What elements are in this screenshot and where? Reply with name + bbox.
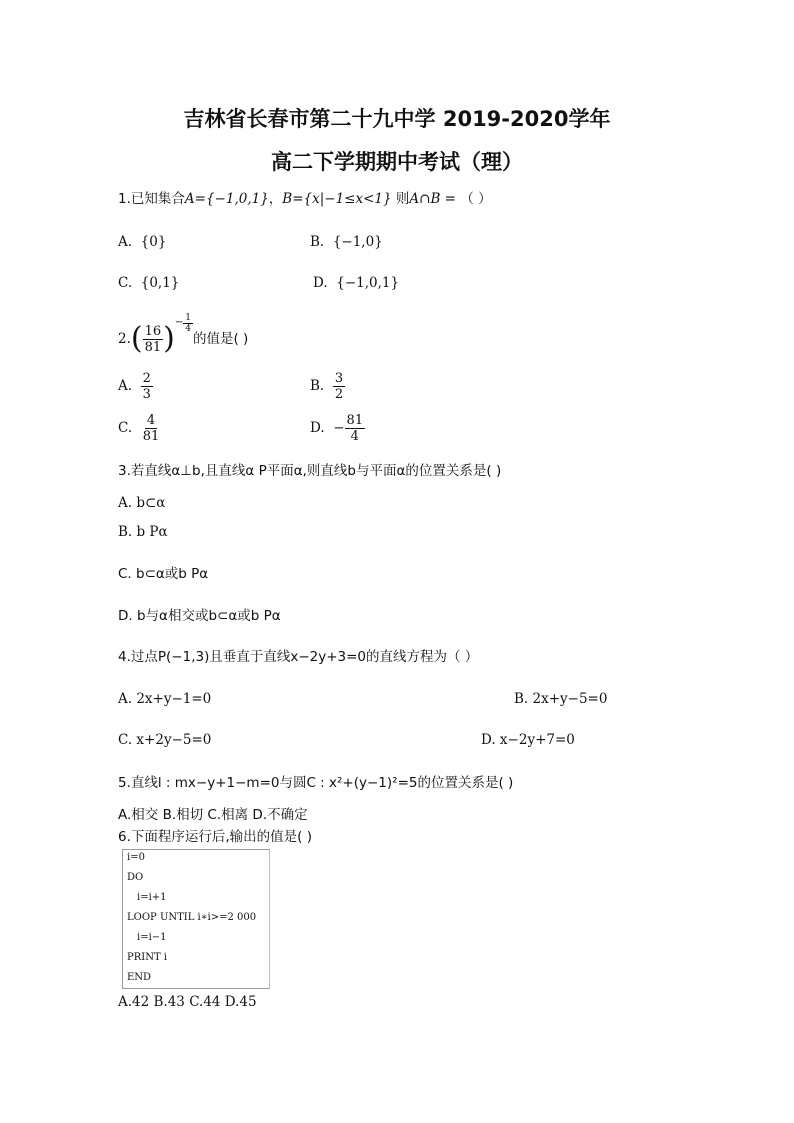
q2-exp-den: 4	[185, 323, 191, 334]
q4-option-a: A. 2x+y−1=0	[118, 691, 212, 707]
q2-num: 2.	[118, 331, 131, 347]
q1-option-b-label: B.	[310, 234, 325, 250]
q3-option-b: B. b Pα	[118, 524, 168, 540]
page-title: 吉林省长春市第二十九中学 2019-2020学年	[183, 107, 611, 131]
code-line: PRINT i	[127, 952, 168, 963]
q2-base-num: 16	[144, 323, 162, 339]
q2-exp-num: 1	[185, 312, 191, 323]
q1-option-c	[118, 274, 179, 292]
q1-option-a-value: {0}	[140, 234, 167, 250]
q2-exp-sign: −	[174, 317, 184, 328]
question-5-stem: 5.直线l : mx−y+1−m=0与圆C : x²+(y−1)²=5的位置关系是( )	[118, 775, 514, 791]
q2-option-d-label: D.	[310, 420, 325, 436]
question-2-stem	[118, 314, 248, 364]
q5-options: A.相交 B.相切 C.相离 D.不确定	[118, 807, 308, 823]
q3-option-d: D. b与α相交或b⊂α或b Pα	[118, 608, 281, 624]
page-subtitle: 高二下学期期中考试（理）	[271, 150, 523, 174]
q2-base-den: 81	[144, 339, 162, 355]
code-line: END	[127, 972, 152, 983]
q3-option-a: A. b⊂α	[118, 495, 166, 511]
q6-options: A.42 B.43 C.44 D.45	[118, 994, 257, 1010]
q4-option-d: D. x−2y+7=0	[481, 732, 575, 748]
code-line: i=i−1	[137, 932, 167, 943]
program-code-box	[122, 849, 270, 989]
q1-expr: A∩B =	[409, 191, 456, 207]
code-line: i=i+1	[137, 892, 167, 903]
q1-option-d	[313, 274, 399, 292]
q1-set-a: A={−1,0,1}	[184, 191, 269, 207]
q1-option-d-value: {−1,0,1}	[336, 275, 400, 291]
q1-mid: 则	[395, 191, 410, 207]
question-1-stem	[118, 190, 492, 208]
q1-prefix: 1.已知集合	[118, 191, 185, 207]
q2-option-c-num: 4	[146, 412, 156, 428]
q1-sep: ，	[268, 191, 283, 207]
q2-exponent	[175, 313, 193, 334]
q1-tail: （ ）	[460, 191, 492, 207]
question-4-stem: 4.过点P(−1,3)且垂直于直线x−2y+3=0的直线方程为（ ）	[118, 649, 479, 665]
q4-option-c: C. x+2y−5=0	[118, 732, 212, 748]
q4-option-b: B. 2x+y−5=0	[514, 691, 608, 707]
q2-option-d-den: 4	[350, 428, 359, 444]
q1-option-c-value: {0,1}	[140, 275, 180, 291]
question-3-stem: 3.若直线α⊥b,且直线α P平面α,则直线b与平面α的位置关系是( )	[118, 463, 502, 479]
q2-option-c	[118, 410, 161, 446]
q2-option-a	[118, 368, 153, 404]
q1-option-a	[118, 233, 166, 251]
q3-option-c: C. b⊂α或b Pα	[118, 566, 209, 582]
q2-option-b-den: 2	[334, 386, 344, 402]
q1-option-d-label: D.	[313, 275, 328, 291]
q2-option-a-label: A.	[118, 378, 133, 394]
q2-option-d-num: 81	[346, 412, 364, 428]
q2-option-a-num: 2	[142, 370, 151, 386]
q2-option-d-sign: −	[333, 420, 345, 436]
q2-option-c-den: 81	[142, 428, 160, 444]
q2-option-b	[310, 368, 345, 404]
q2-option-b-num: 3	[334, 370, 344, 386]
q2-tail: 的值是( )	[193, 331, 249, 347]
q1-option-c-label: C.	[118, 275, 133, 291]
code-line: LOOP UNTIL i∗i>=2 000	[127, 912, 257, 923]
q1-option-b	[310, 233, 383, 251]
q2-base: ( $\frac{16}{81}$ )	[130, 321, 175, 356]
q1-option-a-label: A.	[118, 234, 133, 250]
question-6-stem: 6.下面程序运行后,输出的值是( )	[118, 829, 312, 845]
q2-option-d	[310, 410, 365, 446]
code-line: DO	[127, 872, 144, 883]
q2-option-c-label: C.	[118, 420, 133, 436]
q1-set-b: B={x|−1≤x<1}	[282, 191, 392, 207]
code-line: i=0	[127, 852, 145, 863]
q1-option-b-value: {−1,0}	[332, 234, 383, 250]
q2-option-a-den: 3	[142, 386, 151, 402]
q2-option-b-label: B.	[310, 378, 325, 394]
